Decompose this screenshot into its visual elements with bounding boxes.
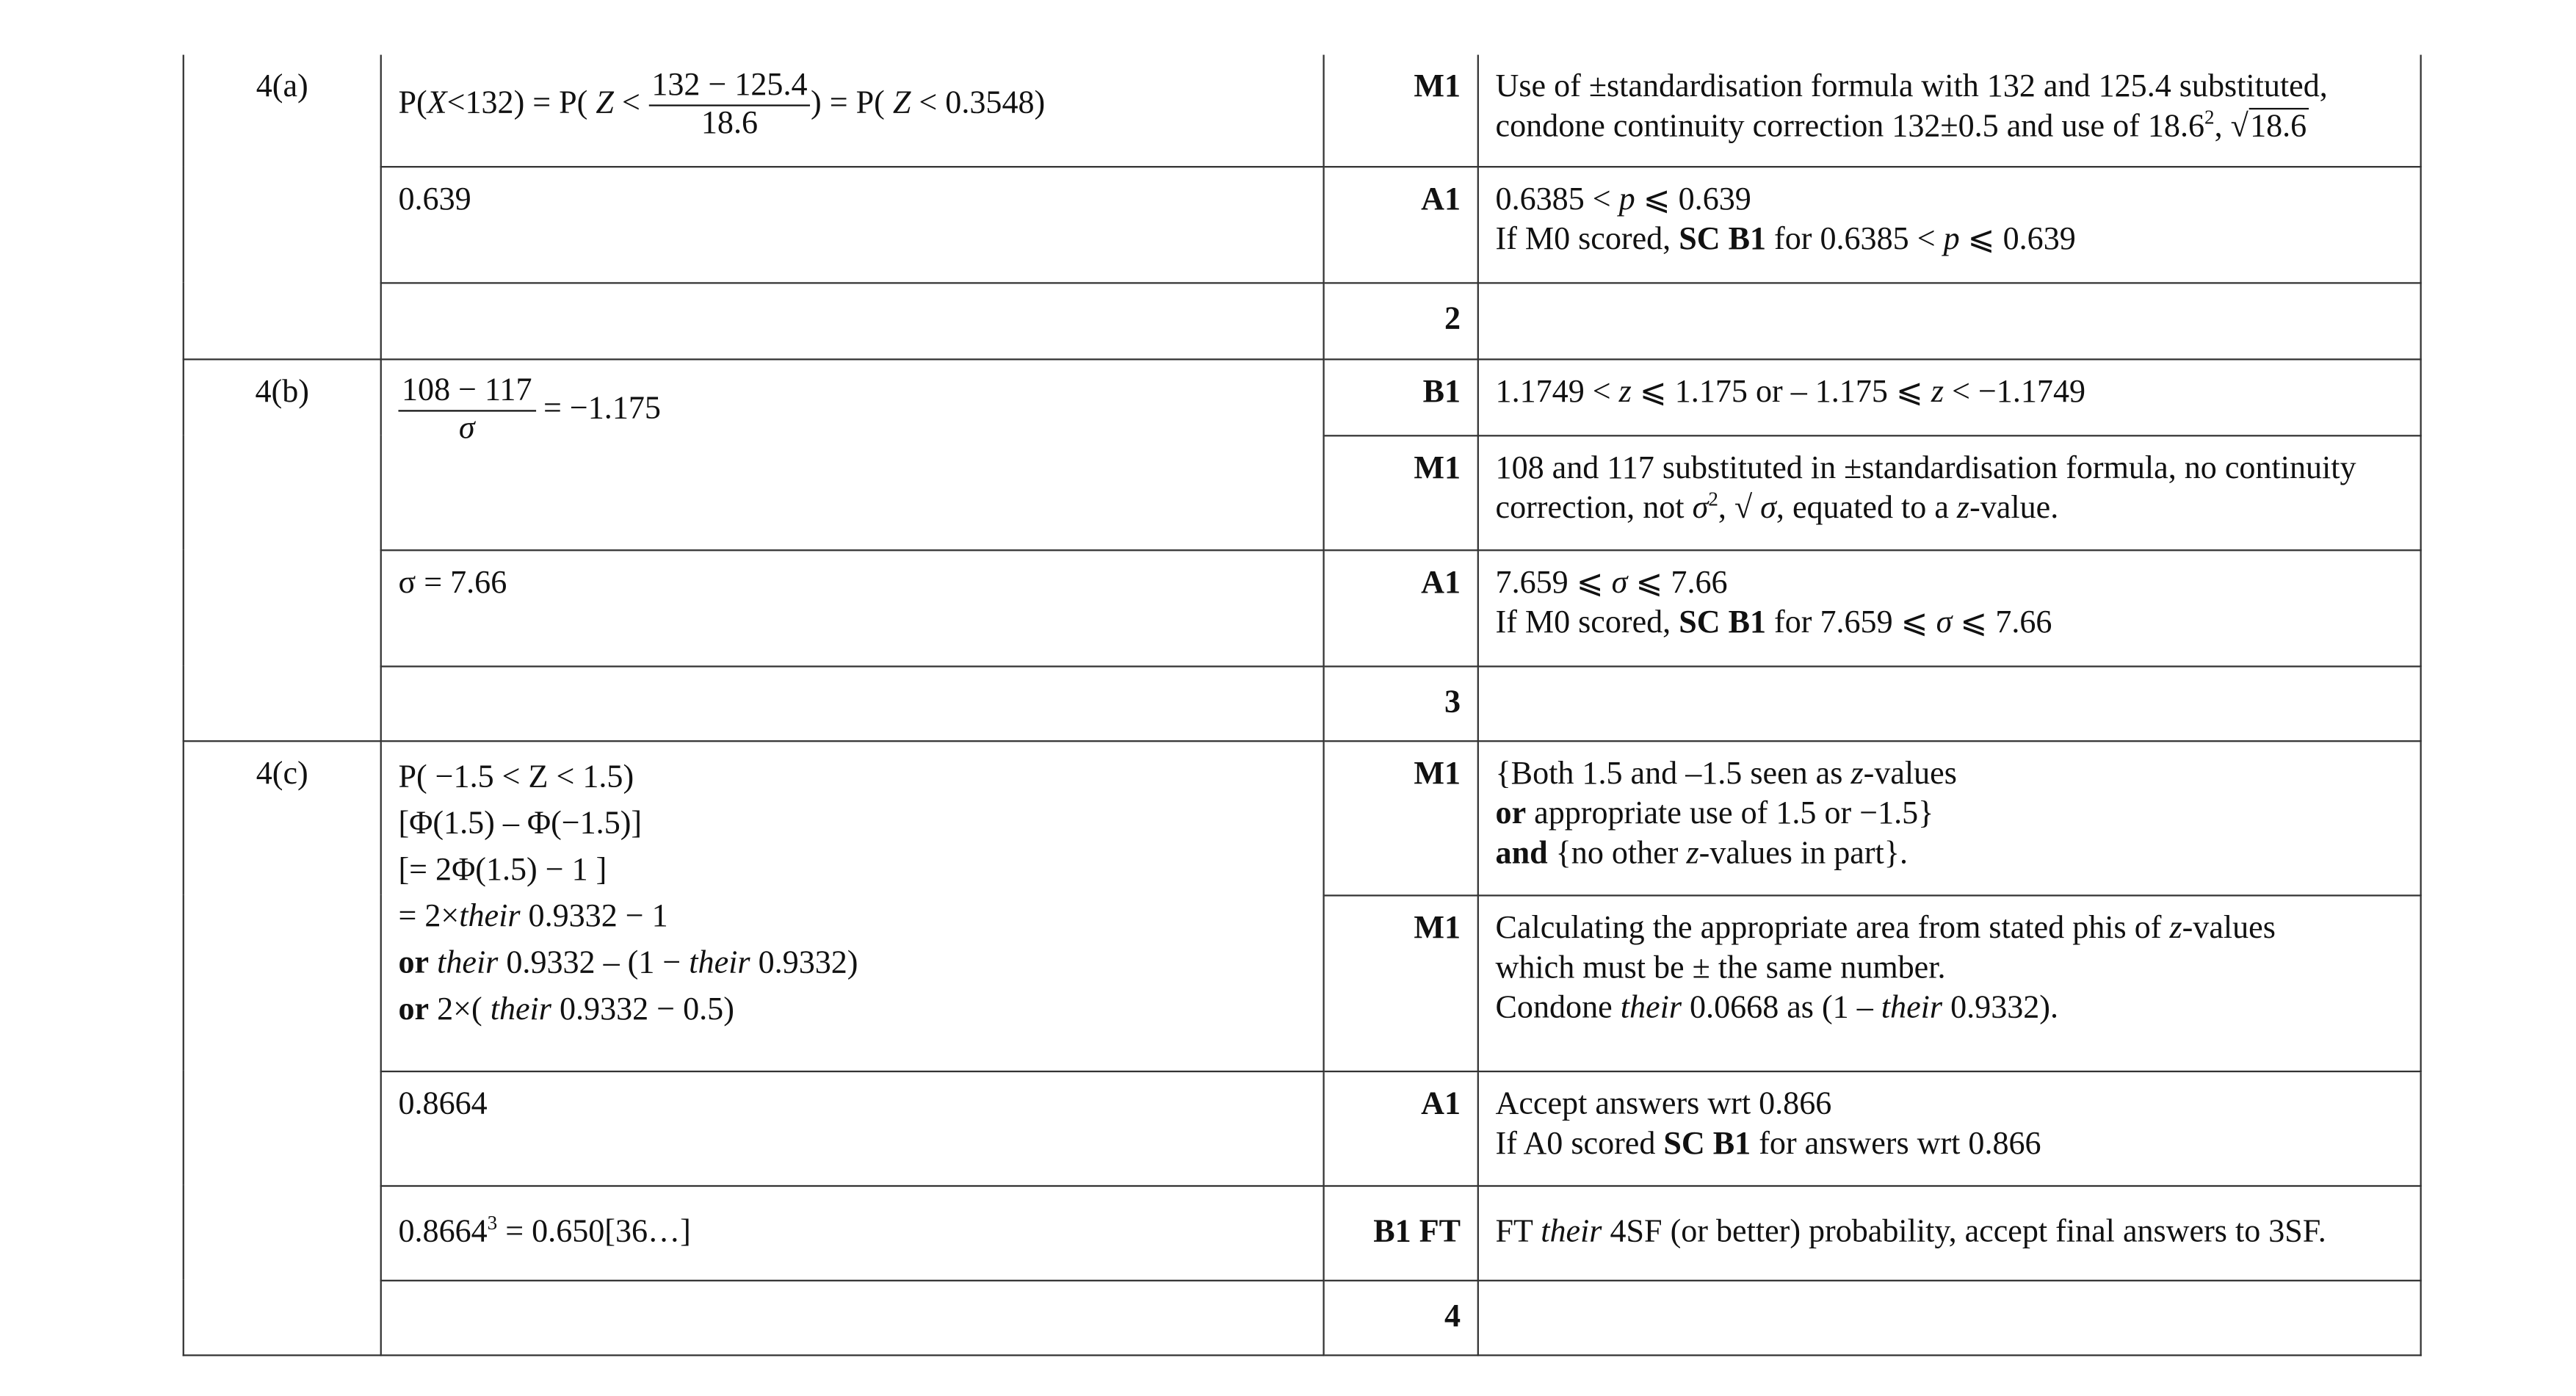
question-number: 4(a) (184, 55, 381, 359)
guidance-line (1496, 754, 2403, 794)
guidance-text: z (1850, 756, 1864, 792)
guidance-text: their (1881, 990, 1943, 1025)
guidance-text: z (1931, 374, 1944, 410)
guidance-cell (1478, 549, 2421, 665)
fraction-numerator: 108 − 117 (398, 372, 535, 411)
total-mark-cell: 3 (1324, 665, 1478, 740)
answer-cell (381, 665, 1324, 740)
answer-cell (381, 740, 1324, 1071)
table-row (184, 1280, 2421, 1355)
guidance-line (1496, 220, 2403, 259)
guidance-cell (1478, 166, 2421, 282)
guidance-text: z (1618, 374, 1632, 410)
superscript: 3 (487, 1209, 498, 1234)
guidance-line (1496, 372, 2403, 412)
guidance-text: SC B1 (1679, 221, 1767, 257)
answer-cell (381, 358, 1324, 549)
guidance-text: and (1495, 836, 1548, 871)
mark-cell: A1 (1324, 166, 1478, 282)
guidance-cell (1478, 665, 2421, 740)
guidance-text: their (1620, 990, 1682, 1025)
guidance-text: ⩽ 7.66 (1627, 565, 1728, 601)
guidance-cell (1478, 358, 2421, 435)
fraction-denominator: 18.6 (701, 106, 759, 142)
guidance-text: ⩽ 7.66 (1952, 604, 2052, 640)
guidance-line (1496, 795, 2403, 834)
guidance-text: σ (1692, 490, 1709, 526)
mark-cell: M1 (1324, 55, 1478, 166)
mark-cell: M1 (1324, 894, 1478, 1071)
guidance-text: 0.0668 as (1 – (1682, 990, 1881, 1025)
guidance-line: Accept answers wrt 0.866 (1495, 1086, 1832, 1121)
mark-scheme-table (183, 55, 2422, 1356)
guidance-text: If M0 scored, (1495, 221, 1679, 257)
guidance-text: for 7.659 ⩽ (1766, 604, 1936, 640)
superscript: 2 (1708, 486, 1718, 510)
guidance-text: ⩽ 0.639 (1959, 221, 2076, 257)
table-row (184, 358, 2421, 435)
working-text: their (490, 991, 551, 1027)
guidance-text: ⩽ 1.175 or – 1.175 ⩽ (1631, 374, 1931, 410)
working-line: [= 2Φ(1.5) − 1 ] (398, 852, 607, 888)
guidance-cell (1478, 435, 2421, 549)
guidance-text: -value. (1969, 490, 2059, 526)
guidance-text: σ (1936, 604, 1953, 640)
mark-cell: B1 (1324, 358, 1478, 435)
answer-cell (381, 55, 1324, 166)
table-row (184, 1185, 2421, 1280)
working-line: P( −1.5 < Z < 1.5) (398, 759, 634, 795)
guidance-text: {Both 1.5 and –1.5 seen as (1495, 756, 1851, 792)
guidance-text: σ (1611, 565, 1628, 601)
superscript: 2 (2204, 105, 2215, 129)
guidance-text: SC B1 (1679, 604, 1767, 640)
guidance-line (1495, 486, 2403, 529)
answer-text: X (427, 86, 447, 121)
working-text: their (689, 945, 750, 980)
answer-text: < 0.3548) (911, 86, 1046, 121)
guidance-line (1496, 909, 2403, 949)
guidance-text: for answers wrt 0.866 (1751, 1126, 2041, 1162)
guidance-line (1496, 180, 2403, 220)
guidance-text: 0.9332). (1942, 990, 2059, 1025)
working-text: 0.9332 − 1 (520, 898, 668, 934)
guidance-text: 0.6385 < (1495, 181, 1619, 217)
working-line: [Φ(1.5) – Φ(−1.5)] (398, 806, 643, 841)
mark-cell: M1 (1324, 435, 1478, 549)
working-text: = 2× (398, 898, 460, 934)
guidance-text: σ (1760, 490, 1776, 526)
answer-text: = 0.650[36…] (497, 1214, 691, 1249)
guidance-text: or (1495, 795, 1527, 831)
answer-cell (381, 1280, 1324, 1355)
answer-text: Z (892, 86, 911, 121)
guidance-text: -values (1863, 756, 1957, 792)
answer-cell (381, 282, 1324, 358)
working-text: their (459, 898, 521, 934)
answer-text: = −1.175 (535, 391, 661, 426)
guidance-text: Calculating the appropriate area from stated phis of (1495, 910, 2170, 946)
guidance-line: 108 and 117 substituted in ±standardisation formula, no continuity (1495, 450, 2356, 486)
answer-text: Z (596, 86, 614, 121)
fraction (648, 68, 811, 143)
guidance-text: If M0 scored, (1495, 604, 1679, 640)
answer-text: < (613, 86, 648, 121)
guidance-line (1496, 834, 2403, 874)
guidance-line: Use of ±standardisation formula with 132 and 125.4 substituted, (1495, 69, 2328, 105)
guidance-line (1496, 988, 2403, 1028)
table-row (184, 166, 2421, 282)
guidance-text: for 0.6385 < (1766, 221, 1944, 257)
guidance-text: 7.659 ⩽ (1495, 565, 1612, 601)
question-number: 4(b) (184, 358, 381, 740)
fraction-numerator: 132 − 125.4 (648, 68, 811, 106)
guidance-cell (1478, 894, 2421, 1071)
working-line (398, 940, 1306, 986)
guidance-text: , √ (1718, 490, 1761, 526)
square-root: √ 18.6 (2231, 108, 2309, 148)
guidance-text: < −1.1749 (1944, 374, 2086, 410)
table-row (184, 549, 2421, 665)
guidance-line: which must be ± the same number. (1495, 950, 1946, 985)
fraction (398, 372, 535, 447)
answer-text: P( (398, 86, 427, 121)
answer-cell (381, 1185, 1324, 1280)
fraction-denominator: σ (458, 411, 475, 446)
table-row (184, 665, 2421, 740)
guidance-cell (1478, 55, 2421, 166)
answer-cell: σ = 7.66 (381, 549, 1324, 665)
guidance-text: their (1541, 1214, 1602, 1249)
guidance-line (1495, 105, 2403, 148)
guidance-text: Condone (1495, 990, 1621, 1025)
guidance-text: , (2214, 109, 2231, 145)
answer-cell: 0.639 (381, 166, 1324, 282)
guidance-text: 4SF (or better) probability, accept final answers to 3SF. (1602, 1214, 2326, 1249)
guidance-text: condone continuity correction 132±0.5 and use of 18.6 (1495, 109, 2205, 145)
working-text: or (398, 945, 430, 980)
guidance-text: z (2169, 910, 2182, 946)
question-number: 4(c) (184, 740, 381, 1354)
mark-cell: M1 (1324, 740, 1478, 894)
guidance-text: {no other (1547, 836, 1687, 871)
radicand: 18.6 (2248, 108, 2309, 145)
working-line (398, 987, 1306, 1033)
working-text: 0.9332 – (1 − (498, 945, 690, 980)
guidance-text: correction, not (1495, 490, 1693, 526)
working-text: 0.9332 − 0.5) (551, 991, 734, 1027)
guidance-line (1496, 563, 2403, 603)
working-text: 2×( (429, 991, 491, 1027)
guidance-cell (1478, 282, 2421, 358)
guidance-text: p (1943, 221, 1960, 257)
guidance-text: FT (1495, 1214, 1541, 1249)
working-text: 0.9332) (750, 945, 858, 980)
working-line (398, 894, 1306, 940)
table-row (184, 740, 2421, 894)
guidance-cell (1478, 1280, 2421, 1355)
table-row (184, 55, 2421, 166)
table-row (184, 1071, 2421, 1185)
guidance-text: z (1686, 836, 1699, 871)
guidance-text: 1.1749 < (1495, 374, 1619, 410)
answer-text: ) = P( (811, 86, 893, 121)
table-row (184, 282, 2421, 358)
answer-cell: 0.8664 (381, 1071, 1324, 1185)
working-text: their (437, 945, 499, 980)
guidance-line (1496, 604, 2403, 643)
answer-text: 0.8664 (398, 1214, 488, 1249)
mark-cell: B1 FT (1324, 1185, 1478, 1280)
guidance-cell (1478, 1071, 2421, 1185)
guidance-text: ⩽ 0.639 (1635, 181, 1751, 217)
guidance-text: p (1618, 181, 1635, 217)
guidance-cell (1478, 740, 2421, 894)
guidance-text: , equated to a (1776, 490, 1957, 526)
total-mark-cell: 2 (1324, 282, 1478, 358)
total-mark-cell: 4 (1324, 1280, 1478, 1355)
guidance-text: If A0 scored (1495, 1126, 1664, 1162)
mark-cell: A1 (1324, 549, 1478, 665)
mark-cell: A1 (1324, 1071, 1478, 1185)
guidance-cell (1478, 1185, 2421, 1280)
guidance-text: z (1956, 490, 1970, 526)
guidance-line (1496, 1124, 2403, 1164)
guidance-text: SC B1 (1663, 1126, 1751, 1162)
guidance-text: -values (2182, 910, 2276, 946)
guidance-text: appropriate use of 1.5 or −1.5} (1526, 795, 1934, 831)
guidance-text: -values in part}. (1698, 836, 1908, 871)
answer-text: <132) = P( (446, 86, 596, 121)
working-text: or (398, 991, 430, 1027)
